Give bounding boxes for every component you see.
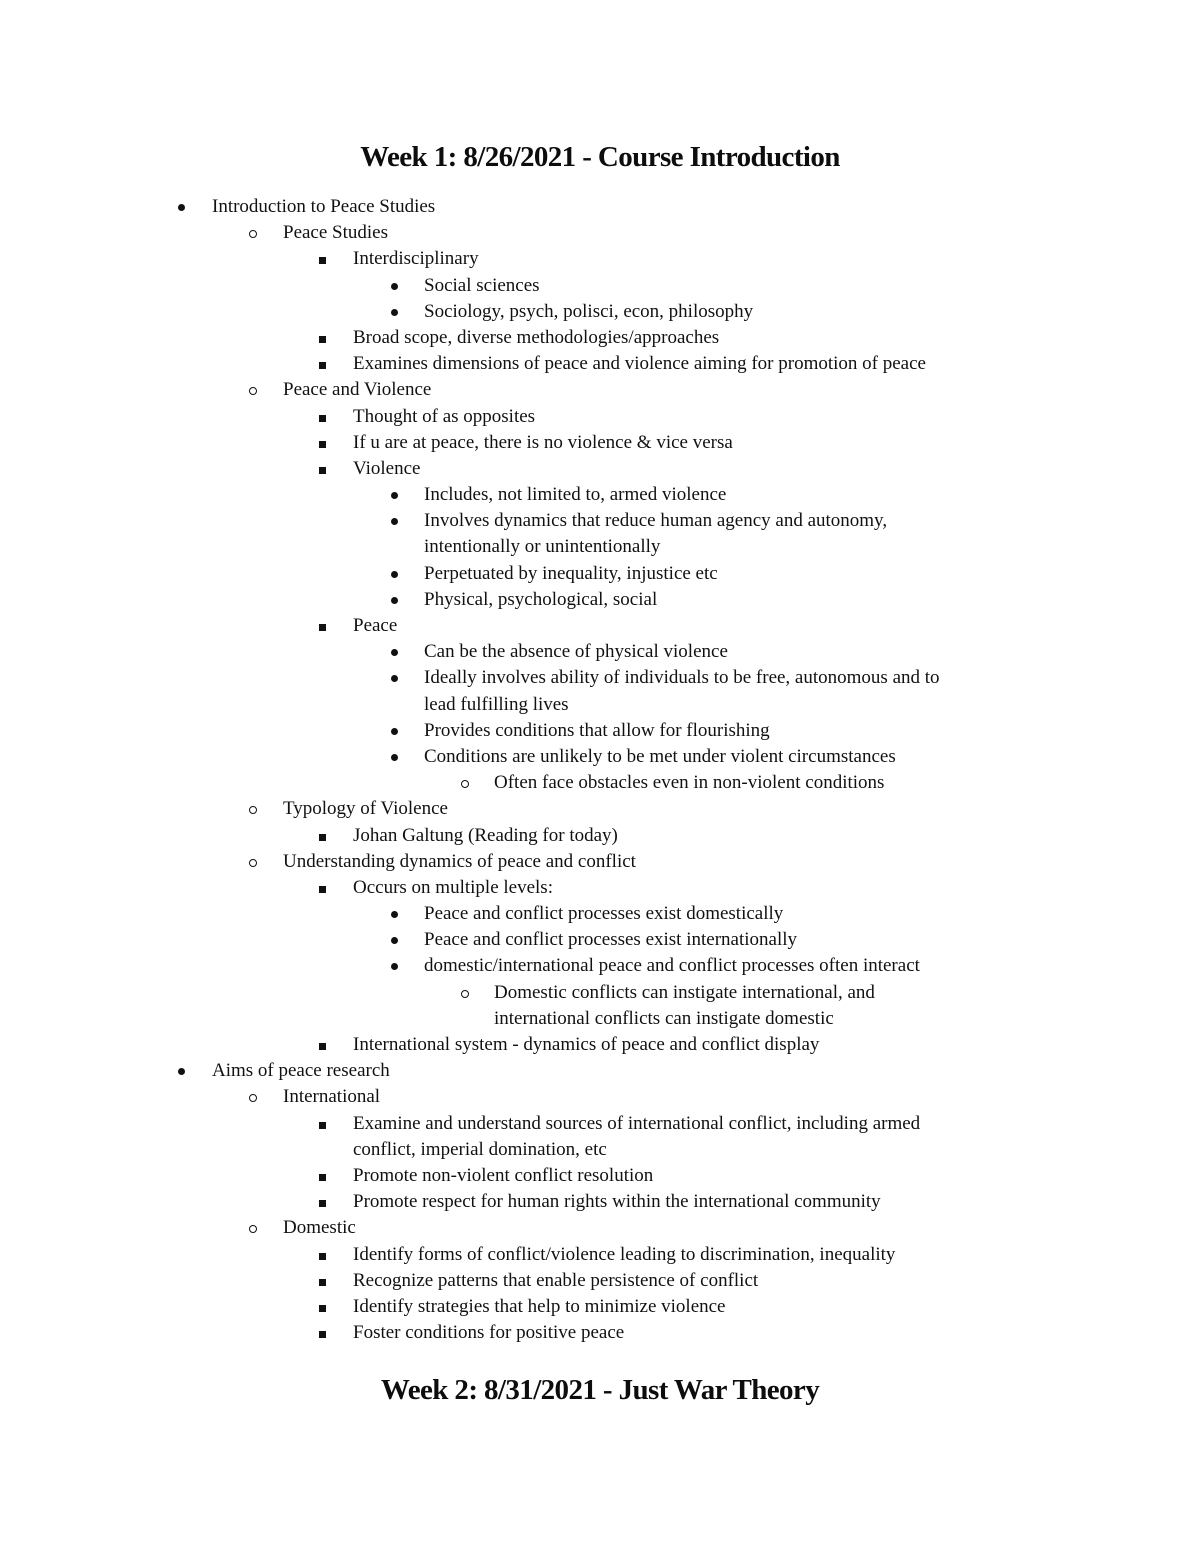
disc-bullet-icon xyxy=(389,587,403,613)
outline-item-text: Ideally involves ability of individuals to be free, autonomous and to xyxy=(424,667,940,689)
circle-bullet-icon xyxy=(248,220,262,246)
outline-item-text: Includes, not limited to, armed violence xyxy=(424,484,727,506)
outline-item xyxy=(0,456,1200,482)
outline-item-text: Physical, psychological, social xyxy=(424,588,658,610)
square-bullet-icon xyxy=(318,1189,332,1215)
outline-item-text: conflict, imperial domination, etc xyxy=(353,1138,607,1160)
circle-bullet-icon xyxy=(460,770,474,796)
outline-item xyxy=(0,508,1200,534)
circle-bullet-icon xyxy=(248,1084,262,1110)
disc-bullet-icon xyxy=(389,299,403,325)
outline-item-text: Foster conditions for positive peace xyxy=(353,1322,625,1344)
square-bullet-icon xyxy=(318,246,332,272)
circle-bullet-icon xyxy=(248,796,262,822)
outline-item xyxy=(0,273,1200,299)
outline-item-text: Peace xyxy=(353,615,398,636)
outline-item xyxy=(0,901,1200,927)
outline-item xyxy=(0,1189,1200,1215)
square-bullet-icon xyxy=(318,351,332,377)
square-bullet-icon xyxy=(318,1163,332,1189)
outline-item xyxy=(0,692,1200,718)
outline-item xyxy=(0,823,1200,849)
circle-bullet-icon xyxy=(248,1215,262,1241)
outline-item-text: Domestic xyxy=(283,1217,356,1239)
outline-item-text: Thought of as opposites xyxy=(353,405,536,427)
outline-item-text: Can be the absence of physical violence xyxy=(424,641,728,663)
notes-outline xyxy=(0,194,1200,1346)
outline-item xyxy=(0,246,1200,272)
disc-bullet-icon xyxy=(389,508,403,534)
outline-item-text: Examines dimensions of peace and violence aiming for promotion of peace xyxy=(353,353,926,375)
outline-item xyxy=(0,613,1200,639)
outline-item-text: Peace and conflict processes exist domestically xyxy=(424,903,784,925)
outline-item xyxy=(0,1111,1200,1137)
outline-item-text: Often face obstacles even in non-violent conditions xyxy=(494,772,885,794)
outline-item-text: Violence xyxy=(353,457,421,479)
outline-item-text: Provides conditions that allow for flourishing xyxy=(424,719,770,741)
outline-item xyxy=(0,1084,1200,1110)
outline-item xyxy=(0,927,1200,953)
outline-item xyxy=(0,1058,1200,1084)
square-bullet-icon xyxy=(318,1111,332,1137)
disc-bullet-icon xyxy=(176,194,190,220)
square-bullet-icon xyxy=(318,325,332,351)
outline-item-text: Identify strategies that help to minimize violence xyxy=(353,1295,726,1317)
square-bullet-icon xyxy=(318,613,332,639)
outline-item xyxy=(0,953,1200,979)
week-2-heading: Week 2: 8/31/2021 - Just War Theory xyxy=(380,1374,820,1406)
outline-item xyxy=(0,404,1200,430)
outline-item xyxy=(0,744,1200,770)
outline-item-text: Aims of peace research xyxy=(212,1060,390,1082)
outline-item xyxy=(0,796,1200,822)
outline-item xyxy=(0,1320,1200,1346)
outline-item-text: Conditions are unlikely to be met under violent circumstances xyxy=(424,745,896,767)
disc-bullet-icon xyxy=(389,718,403,744)
outline-item xyxy=(0,561,1200,587)
outline-item-text: Promote respect for human rights within the international community xyxy=(353,1191,881,1213)
square-bullet-icon xyxy=(318,823,332,849)
square-bullet-icon xyxy=(318,1320,332,1346)
disc-bullet-icon xyxy=(176,1058,190,1084)
outline-item xyxy=(0,1294,1200,1320)
outline-item xyxy=(0,980,1200,1006)
disc-bullet-icon xyxy=(389,901,403,927)
circle-bullet-icon xyxy=(248,849,262,875)
outline-item-text: international conflicts can instigate domestic xyxy=(494,1007,834,1029)
square-bullet-icon xyxy=(318,430,332,456)
outline-item xyxy=(0,718,1200,744)
outline-item-text: Peace and conflict processes exist internationally xyxy=(424,929,798,951)
outline-item-text: Involves dynamics that reduce human agency and autonomy, xyxy=(424,510,888,532)
outline-item-text: Occurs on multiple levels: xyxy=(353,876,553,898)
square-bullet-icon xyxy=(318,875,332,901)
outline-item-text: Peace and Violence xyxy=(283,379,432,401)
outline-item-text: intentionally or unintentionally xyxy=(424,536,661,558)
disc-bullet-icon xyxy=(389,665,403,691)
outline-item-text: Typology of Violence xyxy=(283,798,448,820)
outline-item xyxy=(0,639,1200,665)
square-bullet-icon xyxy=(318,1032,332,1058)
outline-item-text: domestic/international peace and conflict processes often interact xyxy=(424,955,920,977)
outline-item xyxy=(0,1215,1200,1241)
disc-bullet-icon xyxy=(389,273,403,299)
outline-item xyxy=(0,665,1200,691)
outline-item-text: International system - dynamics of peace and conflict display xyxy=(353,1034,820,1055)
outline-item-text: Understanding dynamics of peace and conflict xyxy=(283,850,636,872)
outline-item-text: Identify forms of conflict/violence leading to discrimination, inequality xyxy=(353,1243,896,1265)
outline-item-text: Domestic conflicts can instigate international, and xyxy=(494,981,875,1003)
circle-bullet-icon xyxy=(460,980,474,1006)
outline-item-text: International xyxy=(283,1086,381,1108)
disc-bullet-icon xyxy=(389,482,403,508)
square-bullet-icon xyxy=(318,404,332,430)
outline-item-text: Examine and understand sources of international conflict, including armed xyxy=(353,1112,921,1134)
outline-item xyxy=(0,849,1200,875)
square-bullet-icon xyxy=(318,1294,332,1320)
outline-item xyxy=(0,299,1200,325)
outline-item-text: Recognize patterns that enable persistence of conflict xyxy=(353,1269,759,1291)
outline-item xyxy=(0,482,1200,508)
outline-item xyxy=(0,351,1200,377)
outline-item xyxy=(0,1032,1200,1058)
outline-item-text: Social sciences xyxy=(424,274,540,296)
outline-item-text: lead fulfilling lives xyxy=(424,693,569,715)
square-bullet-icon xyxy=(318,1242,332,1268)
disc-bullet-icon xyxy=(389,639,403,665)
disc-bullet-icon xyxy=(389,953,403,979)
outline-item-text: Introduction to Peace Studies xyxy=(212,196,436,217)
square-bullet-icon xyxy=(318,456,332,482)
outline-item xyxy=(0,1137,1200,1163)
outline-item-text: Broad scope, diverse methodologies/approaches xyxy=(353,326,720,348)
outline-item-text: Perpetuated by inequality, injustice etc xyxy=(424,562,718,584)
outline-item-text: Sociology, psych, polisci, econ, philosophy xyxy=(424,300,754,322)
outline-item xyxy=(0,377,1200,403)
outline-item xyxy=(0,1268,1200,1294)
outline-item xyxy=(0,875,1200,901)
circle-bullet-icon xyxy=(248,377,262,403)
outline-item-text: Johan Galtung (Reading for today) xyxy=(353,824,618,846)
disc-bullet-icon xyxy=(389,561,403,587)
square-bullet-icon xyxy=(318,1268,332,1294)
outline-item xyxy=(0,587,1200,613)
outline-item xyxy=(0,220,1200,246)
week-1-heading: Week 1: 8/26/2021 - Course Introduction xyxy=(360,141,840,173)
outline-item-text: If u are at peace, there is no violence & vice versa xyxy=(353,431,733,453)
disc-bullet-icon xyxy=(389,927,403,953)
outline-item xyxy=(0,194,1200,220)
outline-item xyxy=(0,770,1200,796)
outline-item xyxy=(0,1006,1200,1032)
outline-item xyxy=(0,1163,1200,1189)
outline-item-text: Interdisciplinary xyxy=(353,248,479,270)
outline-item-text: Peace Studies xyxy=(283,222,389,244)
outline-item xyxy=(0,534,1200,560)
outline-item xyxy=(0,325,1200,351)
outline-item xyxy=(0,1242,1200,1268)
disc-bullet-icon xyxy=(389,744,403,770)
outline-item xyxy=(0,430,1200,456)
outline-item-text: Promote non-violent conflict resolution xyxy=(353,1164,654,1186)
